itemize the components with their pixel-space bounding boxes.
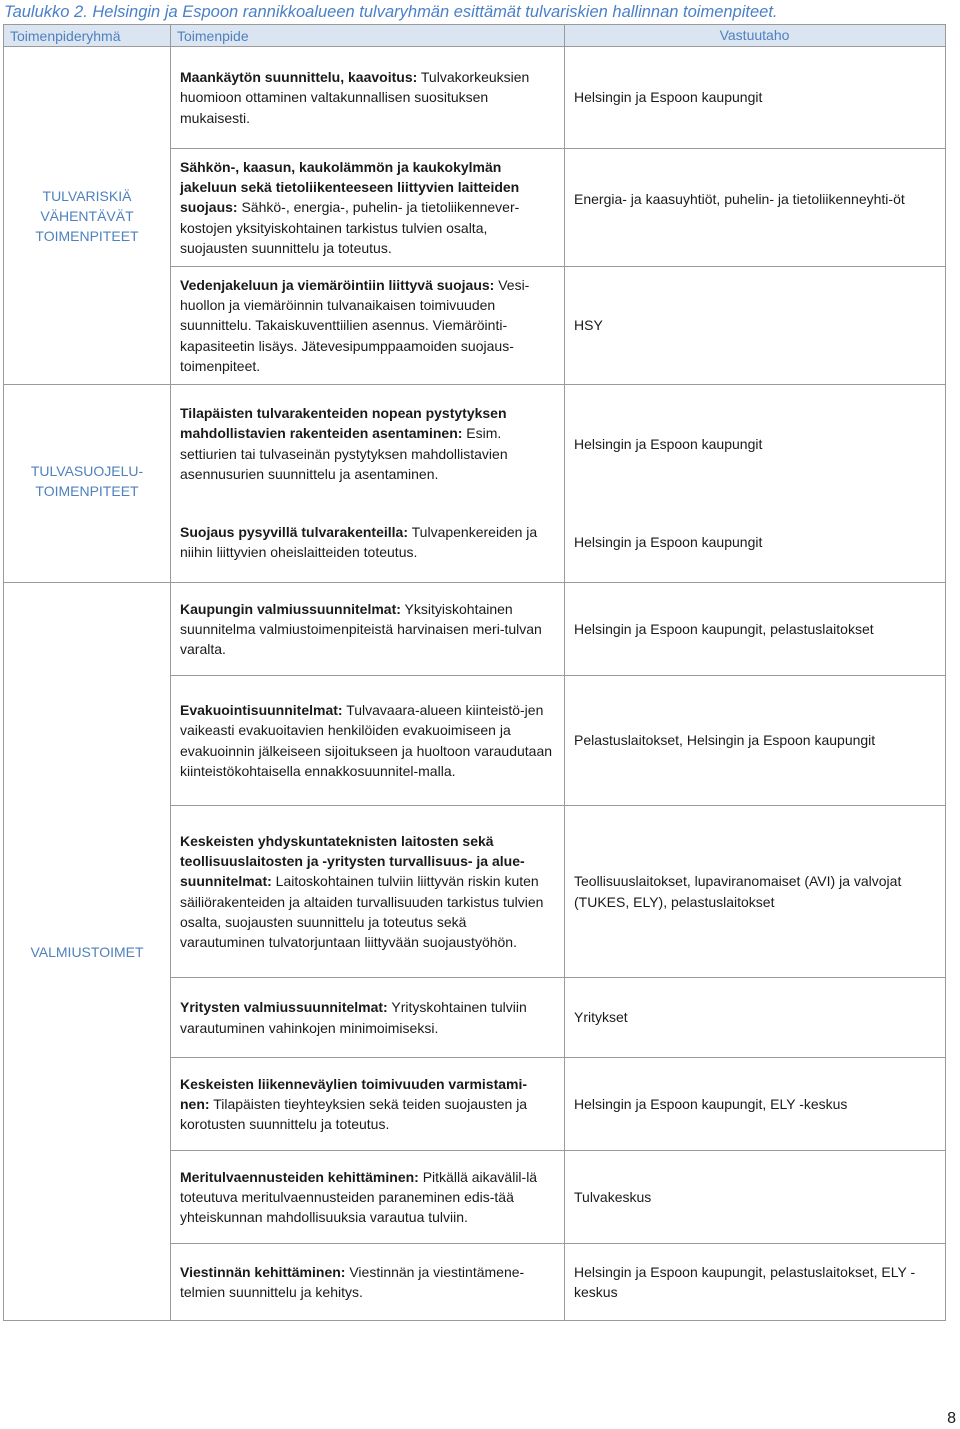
responsible-cell: Helsingin ja Espoon kaupungit, ELY -keskus xyxy=(565,1058,946,1151)
header-responsible: Vastuutaho xyxy=(565,25,946,47)
responsible-cell: Helsingin ja Espoon kaupungit xyxy=(565,47,946,149)
action-text: Pitkällä aikavälil-lä toteutuva meritulvaennusteiden paraneminen edis-tää yhteiskunnan mahdollisuuksia varautua tulviin. xyxy=(180,1168,538,1226)
action-title: Vedenjakeluun ja viemäröintiin liittyvä suojaus: xyxy=(180,276,495,293)
action-title: Keskeisten yhdyskuntateknisten laitosten sekä teollisuuslaitosten ja -yritysten turvallisuus- ja alue-suunnitelmat: xyxy=(180,832,525,890)
responsible-cell: Helsingin ja Espoon kaupungit xyxy=(565,385,946,503)
action-text: Esim. settiurien tai tulvaseinän pystytyksen mahdollistavien asennusurien suunnittelu ja asentaminen. xyxy=(180,425,508,483)
table-row xyxy=(4,385,946,503)
action-cell xyxy=(171,385,565,503)
action-title: Kaupungin valmiussuunnitelmat: xyxy=(180,600,401,617)
action-title: Evakuointisuunnitelmat: xyxy=(180,701,343,718)
table-row xyxy=(4,583,946,676)
action-text: Tulvavaara-alueen kiinteistö-jen vaikeasti evakuoitavien henkilöiden evakuoimiseen ja evakuoinnin jälkeiseen sijoitukseen ja huoltoon varaudutaan kiinteistökohtaisella ennakkosuunnitel-malla. xyxy=(180,701,553,779)
action-cell xyxy=(171,1058,565,1151)
action-title: Keskeisten liikenneväylien toimivuuden varmistami-nen: xyxy=(180,1075,528,1112)
action-title: Viestinnän kehittäminen: xyxy=(180,1263,346,1280)
responsible-cell: Helsingin ja Espoon kaupungit xyxy=(565,503,946,583)
responsible-cell: Helsingin ja Espoon kaupungit, pelastuslaitokset, ELY -keskus xyxy=(565,1244,946,1321)
action-title: Maankäytön suunnittelu, kaavoitus: xyxy=(180,69,418,86)
action-title: Sähkön-, kaasun, kaukolämmön ja kaukokylmän jakeluun sekä tietoliikenteeseen liittyvien laitteiden suojaus: xyxy=(180,158,520,216)
responsible-cell: Yritykset xyxy=(565,978,946,1058)
responsible-cell: Pelastuslaitokset, Helsingin ja Espoon kaupungit xyxy=(565,676,946,806)
responsible-cell: Energia- ja kaasuyhtiöt, puhelin- ja tietoliikenneyhti-öt xyxy=(565,149,946,267)
responsible-cell: Teollisuuslaitokset, lupaviranomaiset (AVI) ja valvojat (TUKES, ELY), pelastuslaitokset xyxy=(565,806,946,978)
responsible-cell: Helsingin ja Espoon kaupungit, pelastuslaitokset xyxy=(565,583,946,676)
action-title: Tilapäisten tulvarakenteiden nopean pystytyksen mahdollistavien rakenteiden asentaminen: xyxy=(180,405,507,442)
group-label: VALMIUSTOIMET xyxy=(30,943,144,960)
action-title: Yritysten valmiussuunnitelmat: xyxy=(180,999,388,1016)
action-cell xyxy=(171,583,565,676)
action-cell xyxy=(171,1151,565,1244)
action-cell xyxy=(171,978,565,1058)
action-title: Meritulvaennusteiden kehittäminen: xyxy=(180,1168,419,1185)
group-cell xyxy=(4,47,171,385)
action-text: Laitoskohtainen tulviin liittyvän riskin kuten säiliörakenteiden ja altaiden turvallisuuden tarkistus tulvien osalta, suojausten suunnittelu ja toteutus sekä varautuminen tulvatorjuntaan liittyvään suojaustyöhön. xyxy=(180,873,544,951)
action-text: Tulvakorkeuksien huomioon ottaminen valtakunnallisen suosituksen mukaisesti. xyxy=(180,69,530,126)
action-cell xyxy=(171,503,565,583)
group-label: TULVASUOJELU- TOIMENPITEET xyxy=(30,463,144,499)
action-cell xyxy=(171,1244,565,1321)
action-text: Yrityskohtainen tulviin varautuminen vahinkojen minimoimiseksi. xyxy=(180,999,527,1036)
action-cell xyxy=(171,47,565,149)
page-number: 8 xyxy=(947,1410,956,1427)
action-text: Tulvapenkereiden ja niihin liittyvien oheislaitteiden toteutus. xyxy=(180,523,538,561)
responsible-cell: HSY xyxy=(565,267,946,385)
table-row xyxy=(4,47,946,149)
group-cell xyxy=(4,385,171,583)
action-text: Viestinnän ja viestintämene-telmien suunnittelu ja kehitys. xyxy=(180,1263,525,1300)
action-cell xyxy=(171,267,565,385)
action-text: Tilapäisten tieyhteyksien sekä teiden suojausten ja korotusten suunnittelu ja toteutus. xyxy=(180,1095,528,1133)
action-cell xyxy=(171,676,565,806)
group-label: TULVARISKIÄ VÄHENTÄVÄT TOIMENPITEET xyxy=(35,187,139,244)
measures-table xyxy=(3,24,946,1321)
group-cell xyxy=(4,583,171,1321)
header-group: Toimenpideryhmä xyxy=(4,25,171,47)
header-row xyxy=(4,25,946,47)
action-cell xyxy=(171,149,565,267)
action-cell xyxy=(171,806,565,978)
header-action: Toimenpide xyxy=(171,25,565,47)
responsible-cell: Tulvakeskus xyxy=(565,1151,946,1244)
table-caption: Taulukko 2. Helsingin ja Espoon rannikkoalueen tulvaryhmän esittämät tulvariskien hallinnan toimenpiteet. xyxy=(4,3,778,21)
action-title: Suojaus pysyvillä tulvarakenteilla: xyxy=(180,523,408,540)
action-text: Yksityiskohtainen suunnitelma valmiustoimenpiteistä harvinaisen meri-tulvan varalta. xyxy=(180,600,542,658)
action-text: Sähkö-, energia-, puhelin- ja tietoliikennever-kostojen yksityiskohtainen tarkistus tulvien osalta, suojausten suunnittelu ja toteutus. xyxy=(180,199,520,256)
action-text: Vesi-huollon ja viemäröinnin tulvanaikaisen toimivuuden suunnittelu. Takaiskuventtiilien asennus. Viemäröinti-kapasiteetin lisäys. Jätevesipumppaamoiden suojaus-toimenpiteet. xyxy=(180,276,530,374)
